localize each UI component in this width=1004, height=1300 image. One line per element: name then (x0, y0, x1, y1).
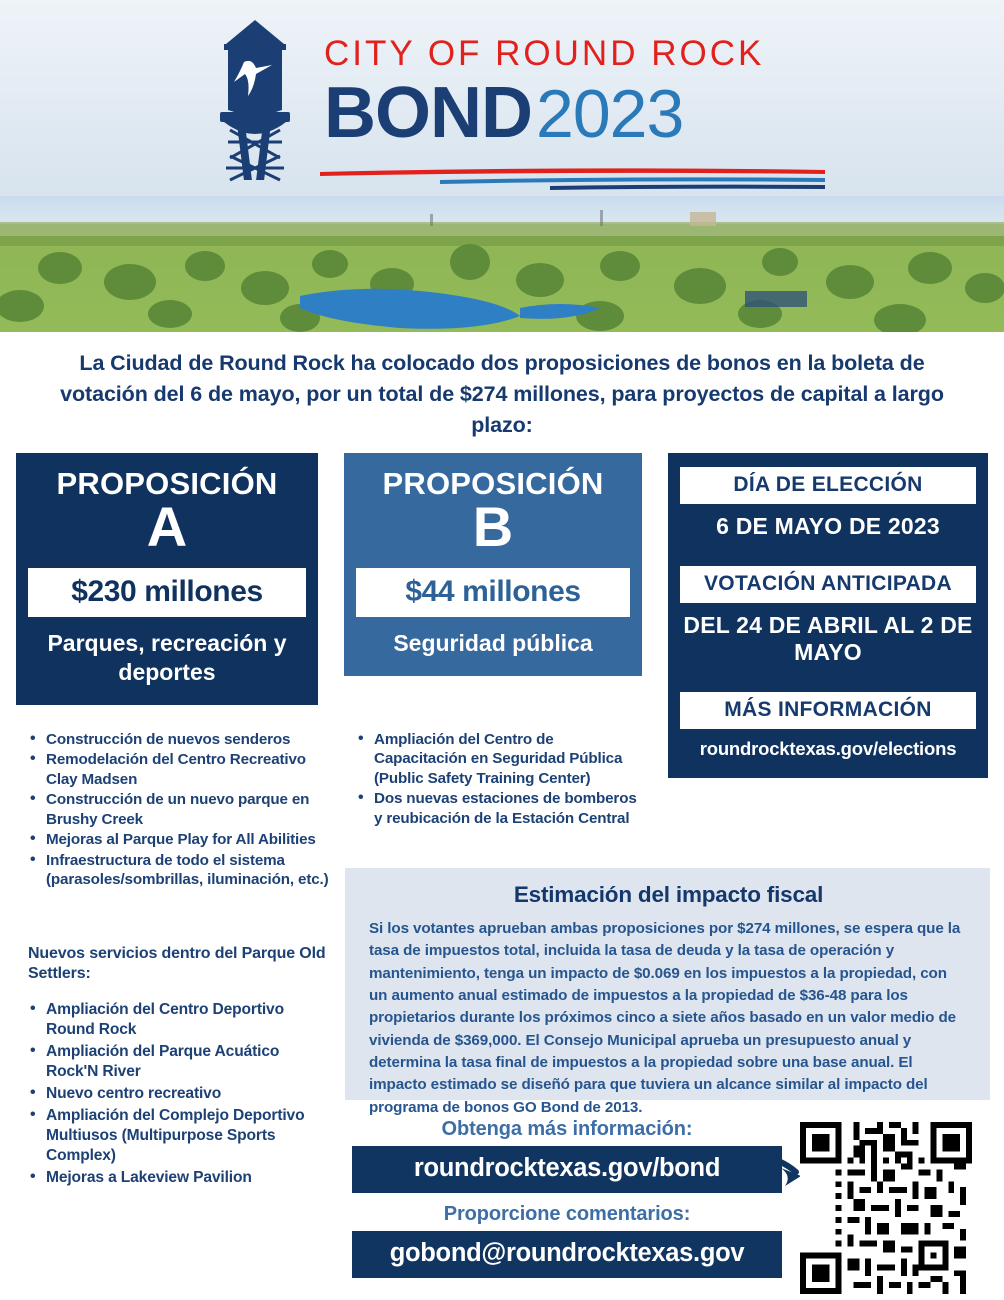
proposition-b-amount-box (356, 568, 630, 617)
proposition-a-amount: $230 millones (71, 575, 263, 609)
proposition-a-description: Parques, recreación y deportes (47, 630, 287, 685)
proposition-b-bullet-list (352, 730, 642, 829)
list-item: • Nuevo centro recreativo (24, 1084, 334, 1104)
list-item: • Ampliación del Centro de Capacitación en Seguridad Pública (Public Safety Training Center) (352, 730, 642, 788)
elections-url[interactable]: roundrocktexas.gov/elections (699, 738, 957, 760)
early-voting-label: VOTACIÓN ANTICIPADA (680, 566, 976, 603)
list-item: • Infraestructura de todo el sistema (parasoles/sombrillas, iluminación, etc.) (24, 851, 329, 890)
logo-lockup (200, 18, 764, 184)
intro-paragraph: La Ciudad de Round Rock ha colocado dos proposiciones de bonos en la boleta de votación del 6 de mayo, por un total de $274 millones, para proyectos de capital a largo plazo: (60, 351, 944, 437)
water-tower-icon (200, 18, 310, 184)
proposition-b-letter: B (472, 495, 514, 559)
proposition-b-amount: $44 millones (405, 575, 581, 609)
list-item: • Ampliación del Complejo Deportivo Multiusos (Multipurpose Sports Complex) (24, 1106, 334, 1166)
list-item: • Ampliación del Centro Deportivo Round Rock (24, 1000, 334, 1040)
list-item: • Mejoras al Parque Play for All Abilities (24, 830, 329, 849)
old-settlers-bullet-list (24, 1000, 334, 1190)
city-title: CITY OF ROUND ROCK (324, 34, 765, 73)
spacer (680, 666, 976, 692)
proposition-a-label: PROPOSICIÓN (56, 466, 278, 501)
fiscal-impact-panel (345, 868, 990, 1116)
old-settlers-subhead: Nuevos servicios dentro del Parque Old Settlers: (28, 945, 326, 983)
list-item: • Construcción de nuevos senderos (24, 730, 329, 749)
bond-year: 2023 (536, 76, 684, 152)
election-day-value: 6 DE MAYO DE 2023 (716, 513, 940, 539)
list-item: • Ampliación del Parque Acuático Rock'N River (24, 1042, 334, 1082)
election-info-card (668, 453, 988, 778)
fiscal-impact-title: Estimación del impacto fiscal (513, 882, 824, 907)
proposition-b-card (344, 453, 642, 676)
qr-code-icon[interactable] (800, 1122, 972, 1294)
bond-title (324, 73, 764, 153)
list-item: • Mejoras a Lakeview Pavilion (24, 1168, 334, 1188)
swoosh-lines-icon (310, 168, 830, 190)
bond-word: BOND (324, 73, 532, 153)
logo-text (324, 18, 765, 153)
bond-email-button[interactable]: gobond@roundrocktexas.gov (352, 1231, 782, 1278)
footer-cta-column (352, 1118, 782, 1278)
proposition-a-letter: A (146, 495, 188, 559)
more-info-cta-label: Obtenga más información: (441, 1118, 693, 1140)
early-voting-value: DEL 24 DE ABRIL AL 2 DE MAYO (683, 612, 973, 666)
election-day-label: DÍA DE ELECCIÓN (680, 467, 976, 504)
proposition-b-label: PROPOSICIÓN (382, 466, 604, 501)
list-item: • Construcción de un nuevo parque en Brushy Creek (24, 790, 329, 829)
fiscal-impact-body: Si los votantes aprueban ambas proposiciones por $274 millones, se espera que la tasa de impuestos total, incluida la tasa de deuda y la tasa de operación y mantenimiento, tenga un impacto de $0.069 en los impuestos a la propiedad, con un aumento anual estimado de impuestos a la propiedad de $36-48 para los propietarios durante los próximos cinco a siete años basado en un valor medio de vivienda de $369,000. El Consejo Municipal aprueba un presupuesto anual y determina la tasa final de impuestos a la propiedad sobre una base anual. El impacto estimado se diseñó para que tuviera un alcance similar al impacto del programa de bonos GO Bond de 2013. (369, 920, 961, 1116)
more-info-label: MÁS INFORMACIÓN (680, 692, 976, 729)
feedback-cta-label: Proporcione comentarios: (443, 1203, 691, 1225)
proposition-a-bullet-list (24, 730, 329, 891)
bond-website-button[interactable]: roundrocktexas.gov/bond (352, 1146, 782, 1193)
list-item: • Remodelación del Centro Recreativo Clay Madsen (24, 750, 329, 789)
park-aerial-photo (0, 196, 1004, 336)
proposition-a-amount-box (28, 568, 306, 617)
spacer (680, 540, 976, 566)
proposition-b-description: Seguridad pública (393, 630, 593, 657)
header-banner (0, 0, 1004, 196)
proposition-a-card (16, 453, 318, 705)
list-item: • Dos nuevas estaciones de bomberos y reubicación de la Estación Central (352, 789, 642, 828)
